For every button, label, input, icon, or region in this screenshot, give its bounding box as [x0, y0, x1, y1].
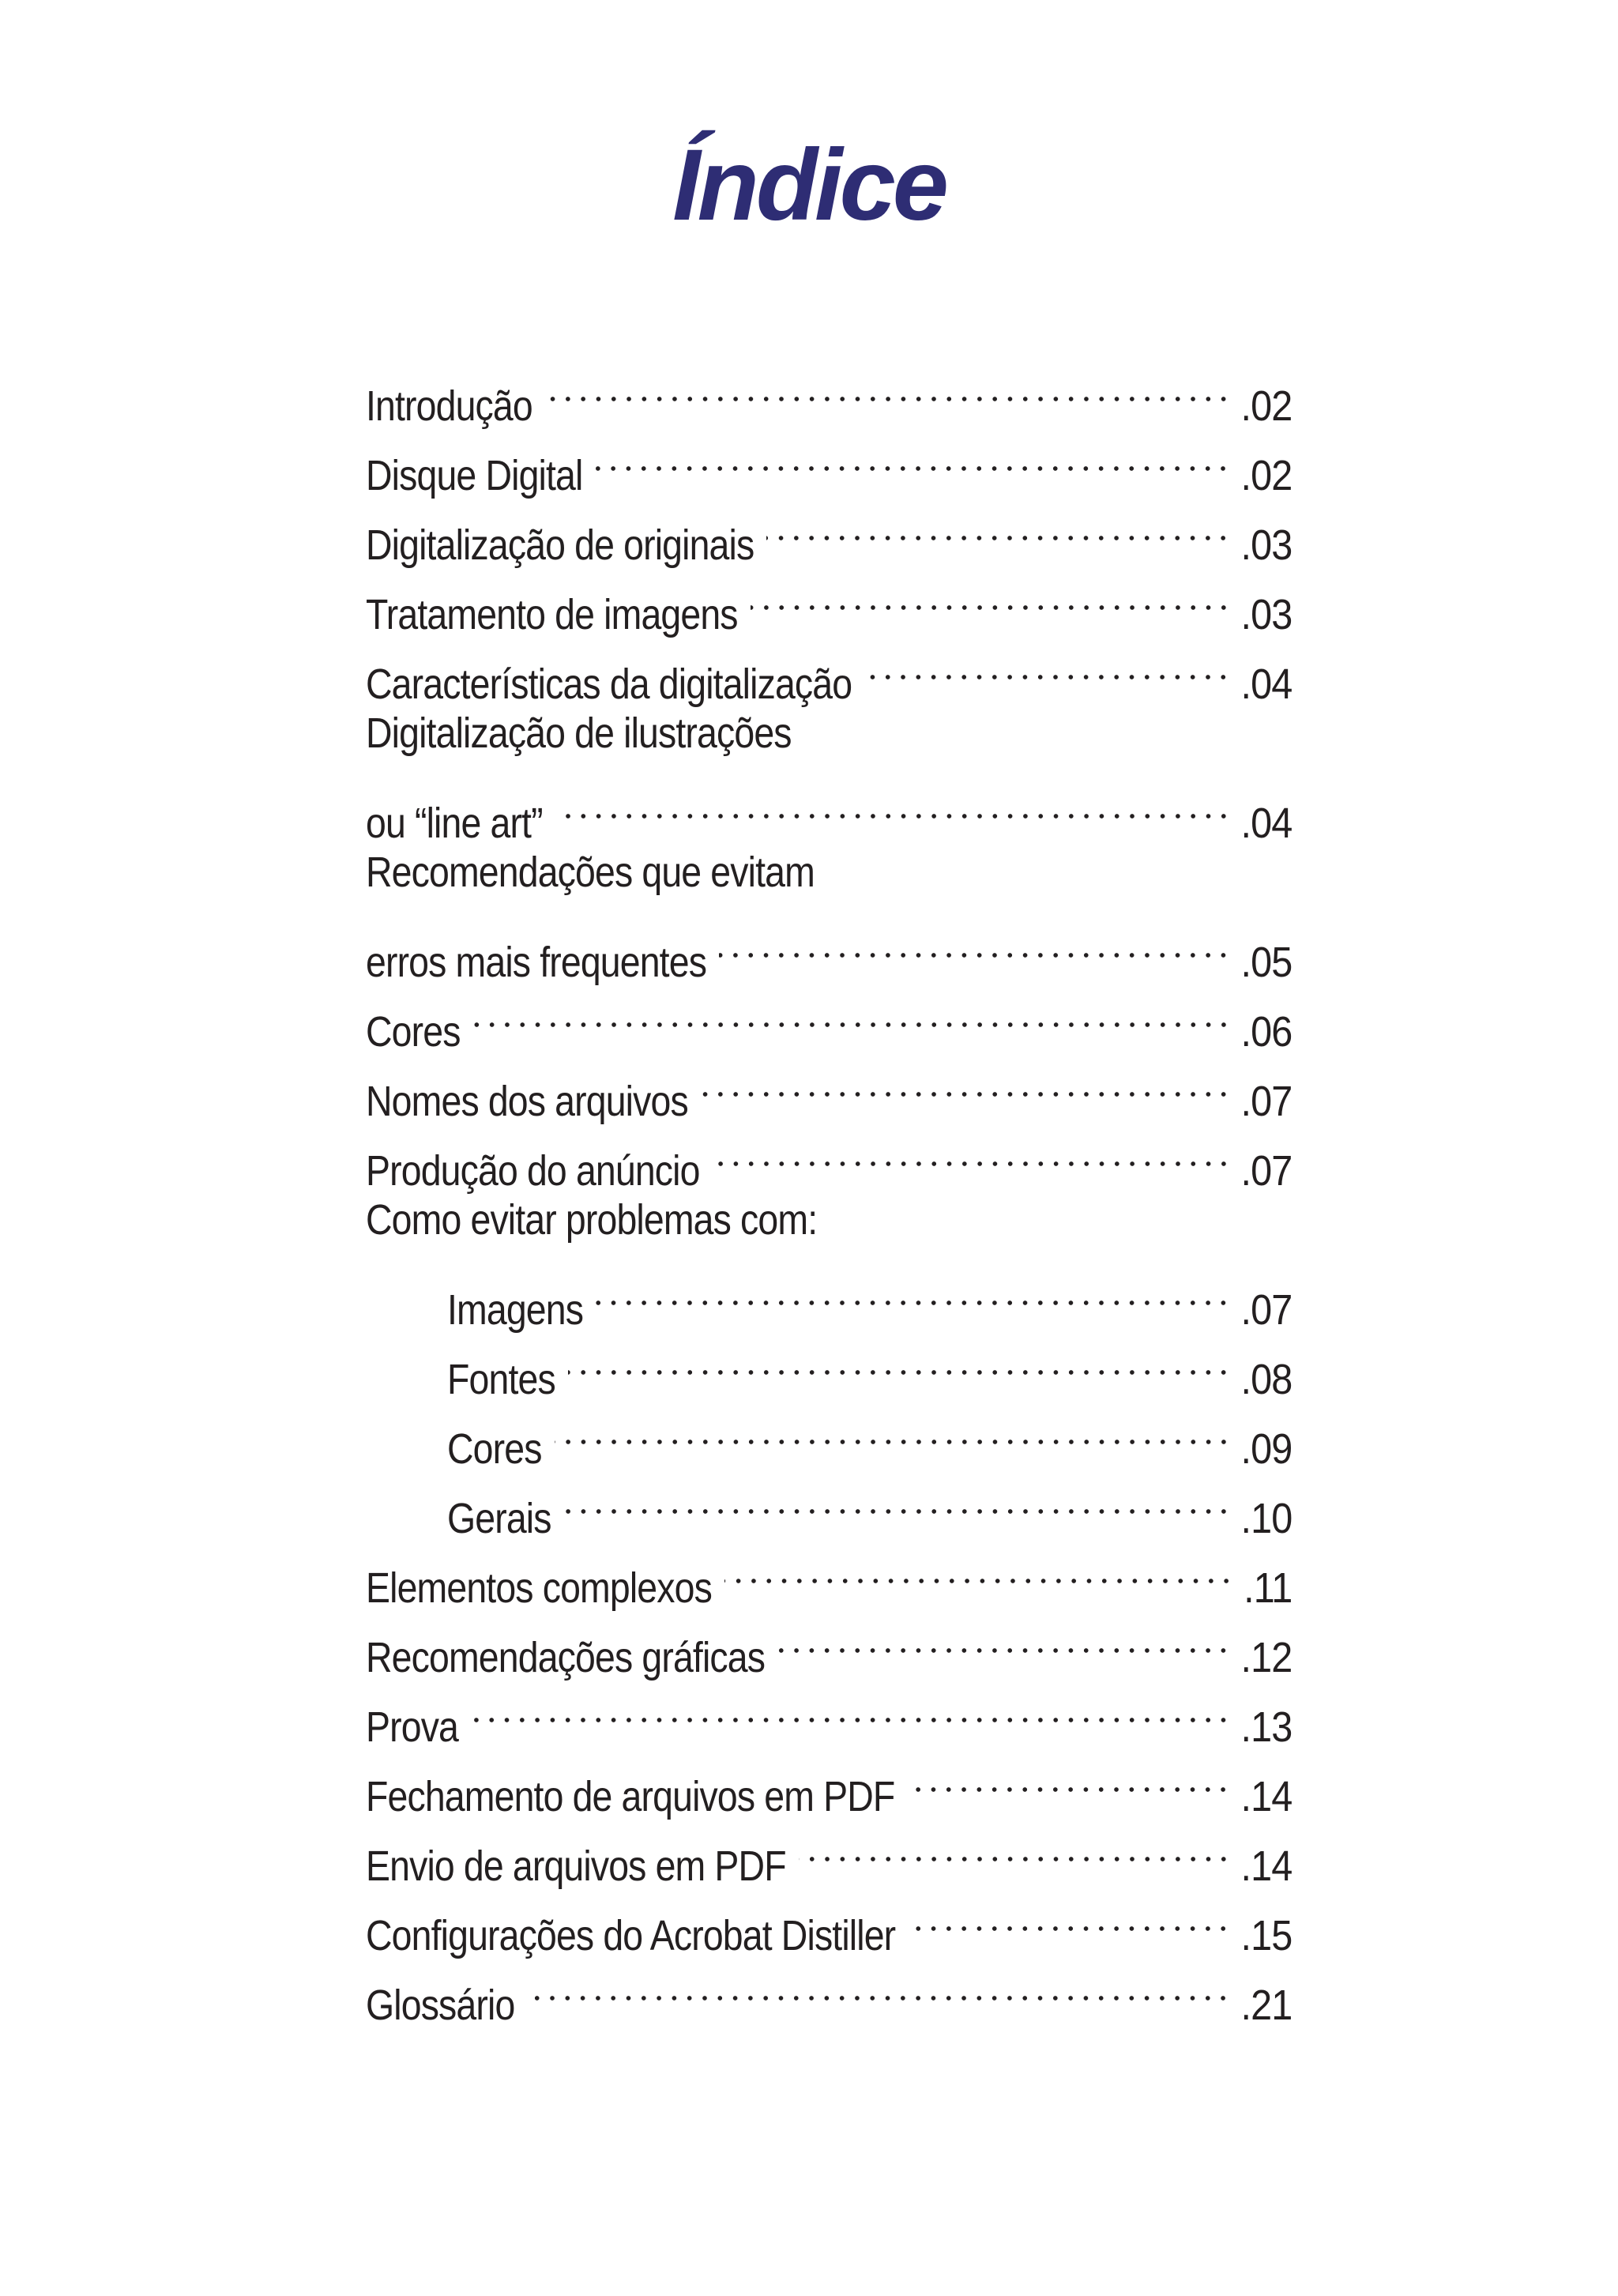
page-title: Índice [672, 129, 946, 242]
toc-page-number: .13 [1240, 1703, 1293, 1751]
toc-entry-label-wrap [366, 441, 582, 510]
toc-entry-label: Gerais [447, 1495, 551, 1542]
toc-entry-label: Elementos complexos [366, 1564, 712, 1612]
toc-page-number: .02 [1240, 452, 1293, 499]
dot-leader [596, 1255, 1231, 1324]
toc-entry-label: ou “line art” [366, 800, 543, 847]
toc-entry-label: Digitalização de originais [366, 521, 754, 569]
toc-entry-heading [366, 1185, 1287, 1255]
dot-leader [766, 490, 1231, 559]
toc-page-number: .14 [1240, 1773, 1293, 1820]
toc-entry-label-wrap [447, 1275, 583, 1345]
toc-entry [366, 1255, 1293, 1334]
toc-page-number: .11 [1243, 1564, 1293, 1612]
toc-entry-label: Fechamento de arquivos em PDF [366, 1773, 895, 1820]
dot-leader [864, 629, 1231, 698]
toc-entry-label-wrap [447, 1414, 542, 1484]
toc-entry-label-wrap [366, 1553, 712, 1623]
dot-leader [908, 1880, 1231, 1950]
dot-leader [777, 1602, 1231, 1672]
dot-leader [471, 1672, 1231, 1741]
toc-page-number: .04 [1240, 800, 1293, 847]
toc-page-number: .06 [1240, 1008, 1293, 1056]
toc-entry-label: Cores [366, 1008, 461, 1056]
dot-leader [907, 1741, 1231, 1811]
toc-page-number: .09 [1240, 1425, 1293, 1473]
toc-entry-label: Fontes [447, 1356, 555, 1403]
toc-page-number: .10 [1240, 1495, 1293, 1542]
toc-page-number: .03 [1240, 591, 1293, 638]
toc-entry-label-wrap [366, 580, 738, 649]
toc-entry-label: Imagens [447, 1286, 584, 1334]
toc-page-number: .04 [1240, 661, 1293, 708]
toc-entry-label: erros mais frequentes [366, 939, 707, 986]
toc-entry-label: Disque Digital [366, 452, 583, 499]
dot-leader [568, 1324, 1231, 1394]
dot-leader [713, 1116, 1232, 1185]
toc-page-number: .15 [1240, 1912, 1293, 1959]
table-of-contents [366, 351, 1293, 2029]
dot-leader [719, 907, 1231, 977]
dot-leader [799, 1811, 1231, 1880]
toc-page-number: .05 [1240, 939, 1293, 986]
toc-entry [366, 768, 1293, 847]
toc-entry-label: Introdução [366, 382, 532, 430]
toc-entry-label: Tratamento de imagens [366, 591, 738, 638]
toc-entry [366, 1741, 1293, 1820]
dot-leader [564, 1463, 1232, 1533]
toc-entry-label-wrap [366, 837, 815, 907]
toc-entry-label-wrap [366, 1185, 817, 1255]
toc-entry-label: Glossário [366, 1982, 515, 2029]
toc-entry-label: Envio de arquivos em PDF [366, 1842, 786, 1890]
toc-entry-label: Características da digitalização [366, 661, 852, 708]
toc-entry-label-wrap [447, 1484, 551, 1553]
toc-entry-label: Recomendações que evitam [366, 849, 815, 896]
toc-entry-label: Digitalização de ilustrações [366, 710, 792, 757]
toc-page-number: .07 [1240, 1286, 1293, 1334]
toc-entry-label-wrap [366, 1692, 458, 1762]
toc-entry-label-wrap [447, 1345, 555, 1414]
toc-entry-label-wrap [366, 1831, 786, 1901]
toc-page-number: .07 [1240, 1147, 1293, 1195]
toc-entry [366, 1046, 1293, 1125]
dot-leader [555, 1394, 1232, 1463]
dot-leader [724, 1533, 1234, 1602]
toc-page-number: .03 [1240, 521, 1293, 569]
toc-entry-label-wrap [366, 1970, 514, 2040]
toc-entry-label: Como evitar problemas com: [366, 1196, 818, 1244]
toc-page-number: .21 [1240, 1982, 1293, 2029]
toc-entry-label-wrap [366, 698, 792, 768]
dot-leader [701, 1046, 1231, 1116]
toc-entry-heading [366, 837, 1287, 907]
dot-leader [527, 1950, 1231, 2019]
toc-entry-label: Recomendações gráficas [366, 1634, 766, 1681]
toc-entry [366, 977, 1293, 1056]
toc-entry [366, 351, 1293, 430]
dot-leader [595, 420, 1231, 490]
toc-entry-label: Configurações do Acrobat Distiller [366, 1912, 896, 1959]
dot-leader [751, 559, 1231, 629]
toc-entry-label: Cores [447, 1425, 542, 1473]
toc-page-number: .07 [1240, 1078, 1293, 1125]
dot-leader [545, 351, 1231, 420]
toc-page-number: .12 [1240, 1634, 1293, 1681]
toc-page-number: .02 [1240, 382, 1293, 430]
toc-entry-label: Produção do anúncio [366, 1147, 700, 1195]
toc-page-number: .08 [1240, 1356, 1293, 1403]
toc-entry-label: Prova [366, 1703, 459, 1751]
dot-leader [555, 768, 1231, 837]
toc-entry-label-wrap [366, 1067, 688, 1136]
toc-page-number: .14 [1240, 1842, 1293, 1890]
toc-entry-label-wrap [366, 997, 461, 1067]
toc-entry-label: Nomes dos arquivos [366, 1078, 688, 1125]
toc-entry-label-wrap [366, 371, 532, 441]
toc-entry [366, 907, 1293, 986]
toc-entry [366, 1672, 1293, 1751]
dot-leader [473, 977, 1232, 1046]
toc-entry-label-wrap [366, 510, 754, 580]
